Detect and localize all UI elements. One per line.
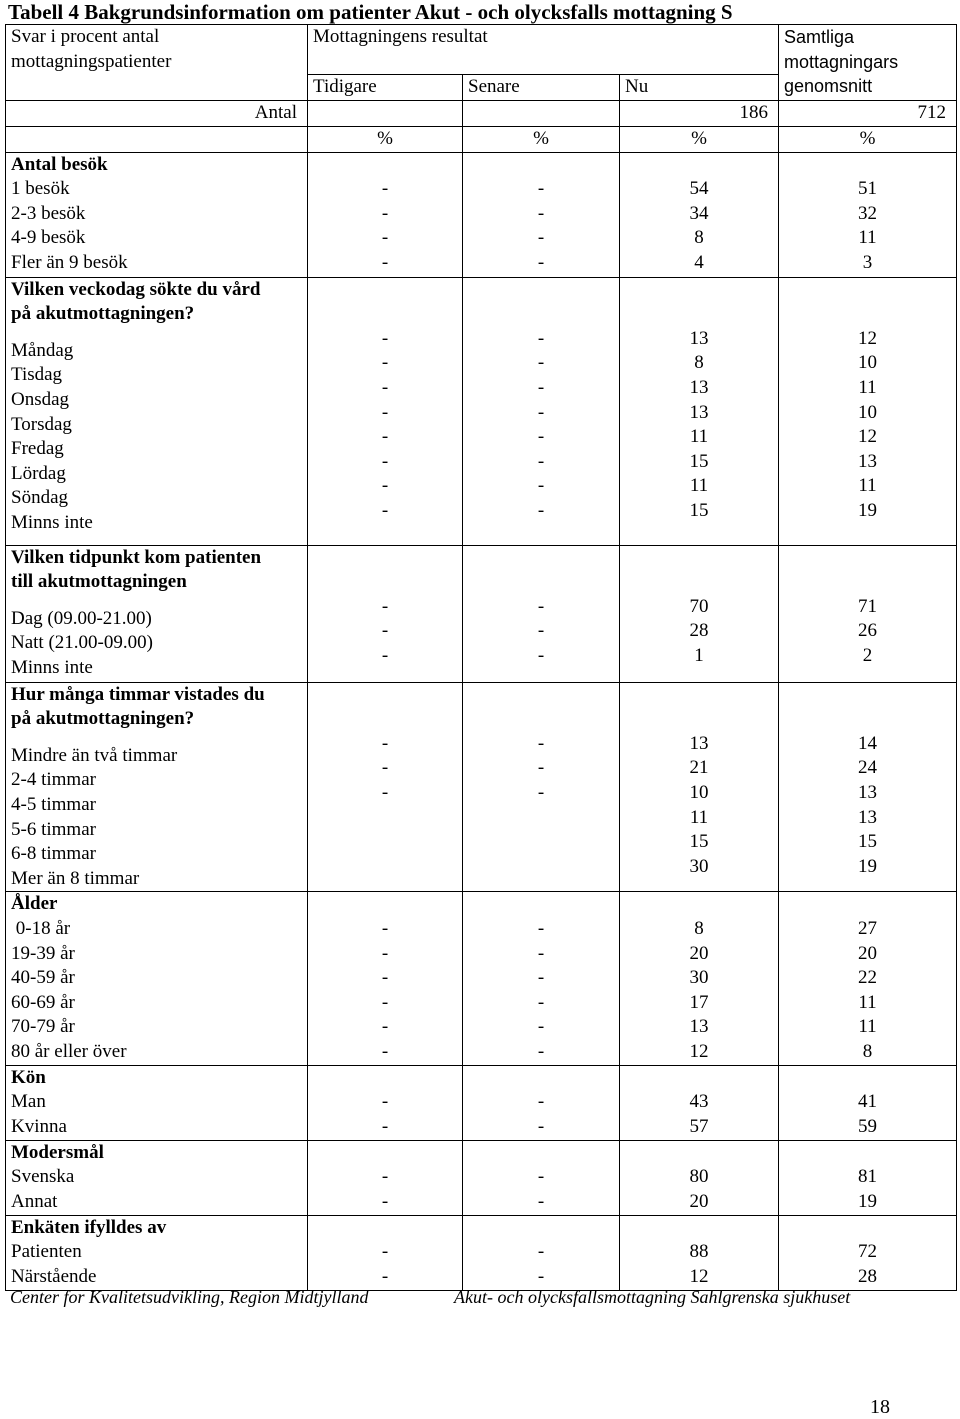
average-values: [779, 1215, 957, 1290]
unit-row-label: [6, 126, 308, 152]
cell-value: -: [537, 942, 545, 964]
section-heading: Kön: [11, 1066, 46, 1088]
cell-value: 19: [858, 499, 878, 521]
average-values: [779, 682, 957, 892]
cell-value: -: [381, 967, 389, 989]
row-label: Fredag: [11, 438, 64, 460]
page-number: 18: [870, 1396, 890, 1418]
previous-values: [308, 152, 463, 277]
cell-value: 13: [689, 401, 709, 423]
cell-value: -: [537, 1115, 545, 1137]
cell-value: 13: [689, 732, 709, 754]
section-weekday: [6, 277, 957, 545]
row-label: 0-18 år: [11, 917, 71, 939]
cell-value: 13: [689, 327, 709, 349]
average-values: [779, 545, 957, 682]
cell-value: -: [381, 757, 389, 779]
row-label: 4-5 timmar: [11, 793, 96, 815]
cell-value: -: [537, 475, 545, 497]
section-heading: Vilken veckodag sökte du vård: [11, 278, 261, 300]
table-title: Tabell 4 Bakgrundsinformation om patienter Akut - och olycksfalls mottagning S: [8, 0, 733, 24]
cell-value: 11: [858, 1016, 877, 1038]
cell-value: -: [381, 376, 389, 398]
cell-value: 19: [858, 855, 878, 877]
cell-value: 14: [858, 732, 878, 754]
cell-value: -: [381, 781, 389, 803]
cell-value: 32: [858, 202, 878, 224]
cell-value: -: [381, 475, 389, 497]
cell-value: 22: [858, 967, 878, 989]
later-values: [463, 277, 620, 545]
row-label: Fler än 9 besök: [11, 251, 128, 273]
cell-value: 11: [689, 426, 709, 448]
cell-value: -: [381, 942, 389, 964]
row-label: Annat: [11, 1190, 58, 1212]
cell-value: -: [381, 1016, 389, 1038]
row-label: Närstående: [11, 1265, 97, 1287]
row-label: 70-79 år: [11, 1016, 75, 1038]
cell-value: 17: [689, 991, 709, 1013]
count-now: 186: [620, 100, 779, 126]
cell-value: 11: [858, 376, 877, 398]
previous-values: [308, 1140, 463, 1215]
later-values: [463, 1065, 620, 1140]
cell-value: -: [381, 227, 389, 249]
cell-value: 11: [858, 227, 877, 249]
cell-value: -: [537, 644, 545, 666]
cell-value: 21: [689, 757, 709, 779]
column-header-later: Senare: [463, 75, 620, 101]
cell-value: 80: [689, 1166, 709, 1188]
cell-value: -: [381, 1265, 389, 1287]
count-row: [6, 100, 957, 126]
cell-value: -: [537, 1265, 545, 1287]
section-labels: [6, 152, 308, 277]
row-label: Tisdag: [11, 364, 63, 386]
cell-value: 70: [689, 595, 709, 617]
cell-value: -: [537, 178, 545, 200]
cell-value: -: [381, 1190, 389, 1212]
cell-value: -: [537, 1190, 545, 1212]
section-heading: på akutmottagningen?: [11, 303, 195, 325]
cell-value: 11: [858, 475, 877, 497]
count-previous: [308, 100, 463, 126]
cell-value: -: [381, 1091, 389, 1113]
section-heading: på akutmottagningen?: [11, 708, 195, 730]
previous-values: [308, 545, 463, 682]
cell-value: 15: [689, 831, 709, 853]
now-values: [620, 682, 779, 892]
row-label: Torsdag: [11, 413, 72, 435]
cell-value: -: [381, 178, 389, 200]
cell-value: 10: [689, 781, 709, 803]
cell-value: 13: [689, 1016, 709, 1038]
cell-value: -: [381, 1241, 389, 1263]
cell-value: -: [381, 644, 389, 666]
row-label: 5-6 timmar: [11, 818, 96, 840]
now-values: [620, 545, 779, 682]
cell-value: 71: [858, 595, 878, 617]
section-heading: Modersmål: [11, 1141, 104, 1163]
cell-value: 20: [689, 942, 709, 964]
row-label: Mer än 8 timmar: [11, 867, 140, 889]
cell-value: -: [537, 1091, 545, 1113]
average-values: [779, 892, 957, 1065]
cell-value: -: [381, 1166, 389, 1188]
cell-value: 12: [689, 1265, 709, 1287]
cell-value: -: [537, 1040, 545, 1062]
cell-value: -: [537, 1016, 545, 1038]
row-label: Lördag: [11, 462, 66, 484]
later-values: [463, 682, 620, 892]
unit-row: [6, 126, 957, 152]
unit-average: %: [779, 126, 957, 152]
cell-value: 41: [858, 1091, 878, 1113]
cell-value: 1: [694, 644, 704, 666]
previous-values: [308, 1065, 463, 1140]
section-mother-tongue: [6, 1140, 957, 1215]
row-label: Minns inte: [11, 656, 93, 678]
now-values: [620, 1140, 779, 1215]
cell-value: 72: [858, 1241, 878, 1263]
row-label: 60-69 år: [11, 991, 75, 1013]
cell-value: 27: [858, 917, 878, 939]
cell-value: -: [537, 251, 545, 273]
previous-values: [308, 892, 463, 1065]
column-header-previous: Tidigare: [308, 75, 463, 101]
cell-value: 30: [689, 967, 709, 989]
cell-value: -: [537, 450, 545, 472]
cell-value: 8: [694, 352, 704, 374]
section-hours-stayed: [6, 682, 957, 892]
cell-value: -: [381, 352, 389, 374]
cell-value: -: [537, 991, 545, 1013]
row-label: Söndag: [11, 487, 68, 509]
row-label: Måndag: [11, 339, 74, 361]
later-values: [463, 1140, 620, 1215]
patient-background-table: [5, 24, 957, 1291]
cell-value: -: [381, 732, 389, 754]
now-values: [620, 1065, 779, 1140]
row-label: 1 besök: [11, 178, 70, 200]
average-values: [779, 1140, 957, 1215]
count-later: [463, 100, 620, 126]
previous-values: [308, 277, 463, 545]
cell-value: 26: [858, 620, 878, 642]
cell-value: -: [381, 620, 389, 642]
section-heading: till akutmottagningen: [11, 571, 187, 593]
previous-values: [308, 682, 463, 892]
row-label: Onsdag: [11, 388, 70, 410]
later-values: [463, 152, 620, 277]
cell-value: -: [537, 352, 545, 374]
row-label: 19-39 år: [11, 942, 75, 964]
average-values: [779, 152, 957, 277]
average-values: [779, 277, 957, 545]
now-values: [620, 277, 779, 545]
cell-value: 10: [858, 401, 878, 423]
now-values: [620, 1215, 779, 1290]
row-label-header: Svar i procent antal mottagningspatienter: [6, 25, 308, 101]
cell-value: 15: [689, 450, 709, 472]
row-label: Dag (09.00-21.00): [11, 607, 152, 629]
section-gender: [6, 1065, 957, 1140]
cell-value: 20: [689, 1190, 709, 1212]
cell-value: -: [381, 202, 389, 224]
section-arrival-time: [6, 545, 957, 682]
row-label: 2-3 besök: [11, 202, 86, 224]
row-label: 80 år eller över: [11, 1040, 127, 1062]
footer-right: Akut- och olycksfallsmottagning Sahlgrenska sjukhuset: [454, 1287, 851, 1307]
cell-value: -: [381, 251, 389, 273]
cell-value: -: [381, 499, 389, 521]
cell-value: 10: [858, 352, 878, 374]
section-survey-filled-by: [6, 1215, 957, 1290]
section-heading: Hur många timmar vistades du: [11, 683, 265, 705]
unit-previous: %: [308, 126, 463, 152]
section-labels: [6, 1140, 308, 1215]
results-group-header: Mottagningens resultat: [308, 25, 779, 75]
section-age: [6, 892, 957, 1065]
cell-value: 8: [694, 917, 704, 939]
cell-value: -: [381, 327, 389, 349]
count-average: 712: [779, 100, 957, 126]
cell-value: -: [537, 327, 545, 349]
cell-value: 13: [858, 781, 878, 803]
cell-value: 12: [858, 327, 878, 349]
section-visits: [6, 152, 957, 277]
cell-value: 13: [858, 806, 878, 828]
cell-value: -: [537, 499, 545, 521]
cell-value: -: [537, 401, 545, 423]
cell-value: 20: [858, 942, 878, 964]
row-label: 6-8 timmar: [11, 843, 96, 865]
cell-value: -: [381, 1115, 389, 1137]
section-labels: [6, 682, 308, 892]
section-heading: Enkäten ifylldes av: [11, 1216, 167, 1238]
cell-value: -: [381, 991, 389, 1013]
cell-value: 13: [689, 376, 709, 398]
cell-value: -: [537, 595, 545, 617]
cell-value: 15: [689, 499, 709, 521]
unit-later: %: [463, 126, 620, 152]
row-label: Patienten: [11, 1241, 82, 1263]
later-values: [463, 892, 620, 1065]
cell-value: -: [537, 1241, 545, 1263]
cell-value: 43: [689, 1091, 709, 1113]
cell-value: 81: [858, 1166, 878, 1188]
now-values: [620, 152, 779, 277]
cell-value: -: [537, 917, 545, 939]
row-label: Kvinna: [11, 1115, 67, 1137]
average-values: [779, 1065, 957, 1140]
cell-value: -: [537, 227, 545, 249]
cell-value: -: [537, 781, 545, 803]
later-values: [463, 545, 620, 682]
row-label: Minns inte: [11, 511, 93, 533]
cell-value: -: [381, 426, 389, 448]
previous-values: [308, 1215, 463, 1290]
cell-value: 2: [862, 644, 873, 666]
section-heading: Antal besök: [11, 153, 108, 175]
cell-value: 54: [689, 178, 709, 200]
footer-left: Center for Kvalitetsudvikling, Region Midtjylland: [10, 1287, 369, 1307]
cell-value: 13: [858, 450, 878, 472]
row-label: 2-4 timmar: [11, 769, 96, 791]
column-header-now: Nu: [620, 75, 779, 101]
now-values: [620, 892, 779, 1065]
cell-value: 3: [862, 251, 873, 273]
section-heading: Vilken tidpunkt kom patienten: [11, 546, 262, 568]
cell-value: -: [381, 917, 389, 939]
cell-value: 11: [689, 806, 709, 828]
cell-value: -: [537, 620, 545, 642]
unit-now: %: [620, 126, 779, 152]
cell-value: -: [381, 401, 389, 423]
cell-value: -: [381, 595, 389, 617]
cell-value: 8: [694, 227, 704, 249]
cell-value: -: [537, 732, 545, 754]
cell-value: 28: [858, 1265, 878, 1287]
cell-value: -: [381, 1040, 389, 1062]
cell-value: -: [537, 967, 545, 989]
cell-value: 11: [858, 991, 877, 1013]
section-heading: Ålder: [11, 893, 58, 915]
cell-value: 34: [689, 202, 709, 224]
cell-value: -: [537, 1166, 545, 1188]
row-label: Man: [11, 1091, 46, 1113]
row-label: Mindre än två timmar: [11, 744, 178, 766]
cell-value: 51: [858, 178, 878, 200]
cell-value: -: [537, 426, 545, 448]
header-row-top: [6, 25, 957, 75]
cell-value: 4: [694, 251, 704, 273]
row-label: Natt (21.00-09.00): [11, 632, 153, 654]
cell-value: 59: [858, 1115, 878, 1137]
count-label: Antal: [6, 100, 308, 126]
cell-value: -: [537, 757, 545, 779]
section-labels: [6, 1065, 308, 1140]
cell-value: 12: [858, 426, 878, 448]
cell-value: 57: [689, 1115, 709, 1137]
cell-value: 8: [862, 1040, 873, 1062]
cell-value: 30: [689, 855, 709, 877]
cell-value: -: [381, 450, 389, 472]
cell-value: 28: [689, 620, 709, 642]
cell-value: 24: [858, 757, 878, 779]
row-label: 4-9 besök: [11, 227, 86, 249]
section-labels: [6, 545, 308, 682]
cell-value: 88: [689, 1241, 709, 1263]
section-labels: [6, 892, 308, 1065]
cell-value: 19: [858, 1190, 878, 1212]
cell-value: 15: [858, 831, 878, 853]
section-labels: [6, 1215, 308, 1290]
cell-value: -: [537, 202, 545, 224]
average-column-header: Samtliga mottagningars genomsnitt: [779, 25, 957, 101]
row-label: Svenska: [11, 1166, 75, 1188]
later-values: [463, 1215, 620, 1290]
cell-value: 12: [689, 1040, 709, 1062]
cell-value: -: [537, 376, 545, 398]
section-labels: [6, 277, 308, 545]
cell-value: 11: [689, 475, 709, 497]
row-label: 40-59 år: [11, 967, 75, 989]
